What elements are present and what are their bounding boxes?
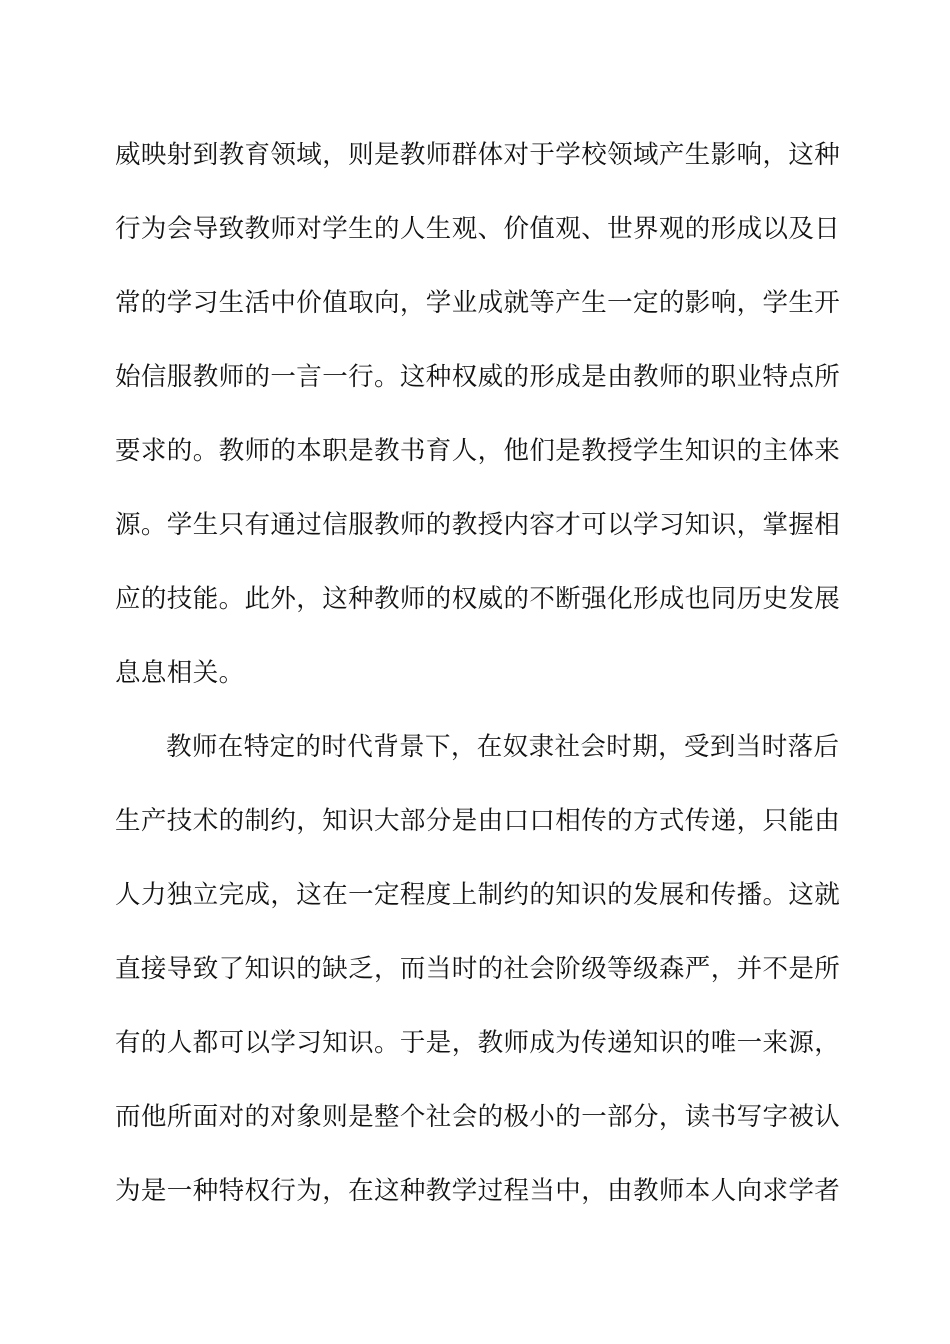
text-line: 始信服教师的一言一行。这种权威的形成是由教师的职业特点所 bbox=[115, 362, 841, 392]
text-line: 源。学生只有通过信服教师的教授内容才可以学习知识，掌握相 bbox=[115, 510, 841, 540]
text-line: 应的技能。此外，这种教师的权威的不断强化形成也同历史发展 bbox=[115, 584, 841, 614]
text-line: 常的学习生活中价值取向，学业成就等产生一定的影响，学生开 bbox=[115, 288, 841, 318]
body-text bbox=[115, 132, 840, 1242]
text-line: 教师在特定的时代背景下，在奴隶社会时期，受到当时落后 bbox=[166, 732, 840, 762]
text-line: 而他所面对的对象则是整个社会的极小的一部分，读书写字被认 bbox=[115, 1102, 841, 1132]
text-line: 威映射到教育领域，则是教师群体对于学校领域产生影响，这种 bbox=[115, 140, 841, 170]
text-line: 生产技术的制约，知识大部分是由口口相传的方式传递，只能由 bbox=[115, 806, 841, 836]
paragraph-1 bbox=[115, 132, 840, 724]
text-line: 为是一种特权行为，在这种教学过程当中，由教师本人向求学者 bbox=[115, 1176, 841, 1206]
text-line: 直接导致了知识的缺乏，而当时的社会阶级等级森严，并不是所 bbox=[115, 954, 841, 984]
text-line: 要求的。教师的本职是教书育人，他们是教授学生知识的主体来 bbox=[115, 436, 841, 466]
paragraph-2 bbox=[115, 724, 840, 1242]
text-line: 息息相关。 bbox=[115, 658, 245, 688]
text-line: 行为会导致教师对学生的人生观、价值观、世界观的形成以及日 bbox=[115, 214, 841, 244]
text-line: 人力独立完成，这在一定程度上制约的知识的发展和传播。这就 bbox=[115, 880, 841, 910]
text-line: 有的人都可以学习知识。于是，教师成为传递知识的唯一来源， bbox=[115, 1028, 841, 1058]
